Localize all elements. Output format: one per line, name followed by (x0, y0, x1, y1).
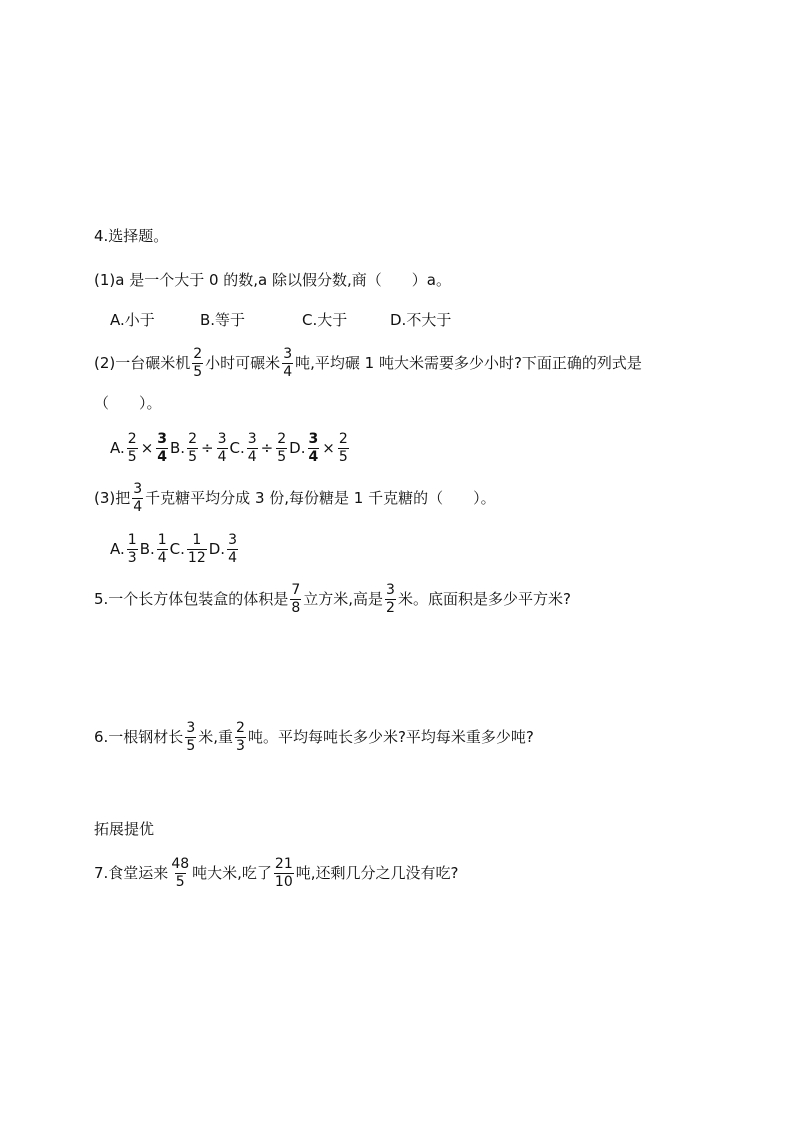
fraction: $\frac{3}{4}$ (228, 532, 237, 566)
fraction: $\frac{1}{4}$ (157, 532, 167, 566)
fraction: $\frac{1}{3}$ (127, 532, 137, 566)
fraction: $\frac{2}{5}$ (277, 431, 287, 465)
question-7-text-3: 吨,还剩几分之几没有吃? (295, 863, 459, 882)
fraction: $\frac{3}{2}$ (386, 582, 395, 616)
question-4-title: 4.选择题。 (94, 227, 169, 245)
fraction: $\frac{3}{5}$ (186, 720, 196, 754)
option-c: C.大于 (302, 311, 348, 329)
fraction: $\frac{1}{12}$ (187, 532, 206, 566)
option-d-label: D. (208, 539, 226, 558)
fraction: $\frac{2}{5}$ (188, 431, 197, 465)
option-b: B.等于 (200, 311, 246, 329)
question-6 (94, 721, 534, 753)
question-4-3-text-1: (3)把 (94, 488, 131, 507)
question-4-1-text: (1)a 是一个大于 0 的数,a 除以假分数,商（ ）a。 (94, 271, 451, 289)
fraction: $\frac{3}{4}$ (247, 431, 257, 465)
fraction: $\frac{48}{5}$ (171, 856, 190, 890)
question-5-text-1: 5.一个长方体包装盒的体积是 (94, 589, 289, 608)
question-4-2-text-1: (2)一台碾米机 (94, 353, 191, 372)
question-4-1 (94, 273, 451, 288)
fraction: $\frac{3}{4}$ (157, 431, 168, 465)
section-heading (94, 822, 154, 837)
fraction: $\frac{2}{5}$ (193, 346, 203, 380)
option-c-label: C. (169, 539, 185, 558)
fraction: $\frac{21}{10}$ (274, 856, 293, 890)
question-6-text-1: 6.一根钢材长 (94, 727, 184, 746)
question-5-text-3: 米。底面积是多少平方米? (397, 589, 571, 608)
question-5 (94, 583, 571, 615)
option-a: A.小于 (110, 311, 155, 329)
option-a-label: A. (110, 539, 125, 558)
option-c-label: C. (229, 438, 245, 457)
option-a-label: A. (110, 438, 125, 457)
option-b-label: B. (170, 438, 186, 457)
fraction: $\frac{3}{4}$ (133, 481, 143, 515)
operator: × (140, 438, 154, 457)
operator: ÷ (260, 438, 274, 457)
question-4-2 (94, 347, 642, 379)
question-4-3-options (110, 533, 240, 565)
question-7-text-1: 7.食堂运来 (94, 863, 169, 882)
question-4-2-options (110, 432, 351, 464)
fraction: $\frac{3}{4}$ (308, 431, 319, 465)
fraction: $\frac{3}{4}$ (283, 346, 293, 380)
fraction: $\frac{2}{5}$ (127, 431, 137, 465)
question-5-text-2: 立方米,高是 (303, 589, 384, 608)
section-title: 拓展提优 (94, 820, 155, 838)
question-6-text-3: 吨。平均每吨长多少米?平均每米重多少吨? (247, 727, 534, 746)
question-4-2-blank: （ ）。 (94, 394, 162, 412)
question-4-2-text-2: 小时可碾米 (205, 353, 281, 372)
question-4-3-text-2: 千克糖平均分成 3 份,每份糖是 1 千克糖的（ ）。 (145, 488, 496, 507)
question-4-heading (94, 229, 168, 244)
question-7 (94, 857, 458, 889)
fraction: $\frac{3}{4}$ (217, 431, 227, 465)
fraction: $\frac{2}{5}$ (338, 431, 348, 465)
fraction: $\frac{7}{8}$ (291, 582, 301, 616)
question-4-1-options (110, 313, 451, 328)
question-7-text-2: 吨大米,吃了 (192, 863, 272, 882)
question-4-2-line-2 (94, 396, 162, 411)
question-6-text-2: 米,重 (198, 727, 234, 746)
fraction: $\frac{2}{3}$ (236, 720, 245, 754)
operator: × (322, 438, 335, 457)
option-d: D.不大于 (390, 311, 452, 329)
option-d-label: D. (289, 438, 306, 457)
question-4-2-text-3: 吨,平均碾 1 吨大米需要多少小时?下面正确的列式是 (295, 353, 642, 372)
question-4-3 (94, 482, 496, 514)
option-b-label: B. (139, 539, 155, 558)
operator: ÷ (201, 438, 214, 457)
